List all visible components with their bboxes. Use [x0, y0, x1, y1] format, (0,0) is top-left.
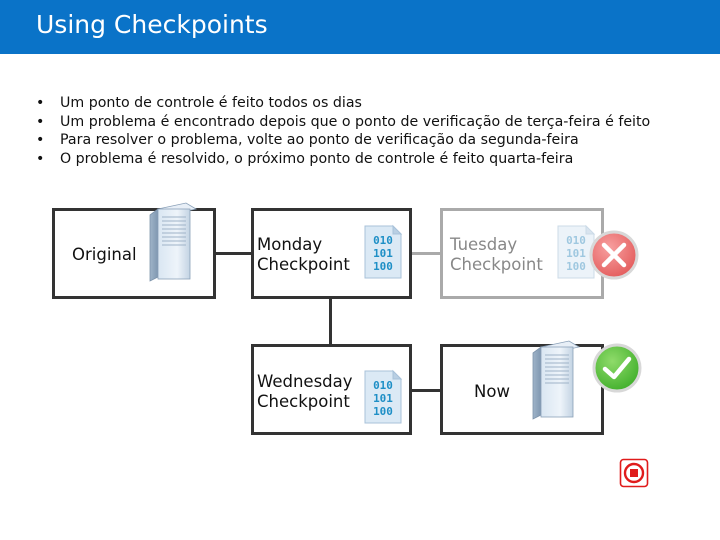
bullet-item: [36, 113, 650, 132]
bullet-text: Para resolver o problema, volte ao ponto de verificação da segunda-feira: [60, 132, 579, 148]
binary-file-icon: [363, 224, 403, 280]
node-tuesday-checkpoint: [440, 208, 604, 299]
connector-wednesday-now: [410, 389, 442, 392]
binary-row: 101: [373, 392, 393, 405]
bullet-item: [36, 94, 650, 113]
slide-title: Using Checkpoints: [36, 10, 268, 39]
node-tuesday-line2: Checkpoint: [450, 255, 543, 274]
binary-file-icon: [363, 369, 403, 425]
error-x-icon: [588, 229, 640, 281]
node-original: [52, 208, 216, 299]
node-original-label: Original: [72, 245, 137, 264]
check-icon: [591, 342, 643, 394]
bullet-dot: •: [36, 132, 45, 148]
node-wednesday-checkpoint: [251, 344, 412, 435]
connector-monday-tuesday: [410, 252, 442, 255]
bullet-item: [36, 150, 650, 169]
bullet-item: [36, 131, 650, 150]
binary-row: 100: [373, 405, 393, 418]
bullet-text: Um problema é encontrado depois que o ponto de verificação de terça-feira é feito: [60, 113, 651, 130]
bullet-dot: •: [36, 113, 45, 130]
bullet-text: O problema é resolvido, o próximo ponto de controle é feito quarta-feira: [60, 150, 574, 167]
bullet-text: Um ponto de controle é feito todos os dias: [60, 95, 362, 111]
binary-row: 101: [373, 247, 393, 260]
binary-row: 010: [566, 234, 586, 247]
node-wednesday-line2: Checkpoint: [257, 392, 350, 411]
node-tuesday-line1: Tuesday: [450, 235, 518, 254]
node-monday-checkpoint: [251, 208, 412, 299]
node-now-label: Now: [474, 382, 510, 401]
title-bar: [0, 0, 720, 54]
connector-original-monday: [215, 252, 253, 255]
binary-row: 101: [566, 247, 586, 260]
connector-monday-wednesday: [329, 297, 332, 345]
node-monday-line1: Monday: [257, 235, 323, 254]
node-monday-line2: Checkpoint: [257, 255, 350, 274]
binary-row: 010: [373, 234, 393, 247]
binary-row: 010: [373, 379, 393, 392]
stop-icon[interactable]: [619, 458, 649, 488]
binary-row: 100: [566, 260, 586, 273]
server-icon: [531, 339, 581, 421]
node-now: [440, 344, 604, 435]
server-icon: [148, 201, 198, 283]
bullet-list: [36, 94, 650, 168]
binary-row: 100: [373, 260, 393, 273]
bullet-dot: •: [36, 95, 45, 111]
node-wednesday-line1: Wednesday: [257, 372, 353, 391]
bullet-dot: •: [36, 150, 45, 167]
